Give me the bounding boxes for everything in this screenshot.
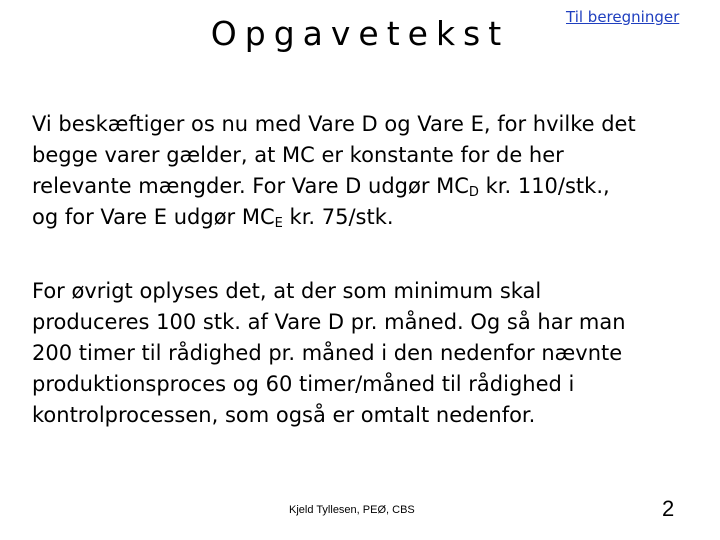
mc-e-value: kr. 75/stk. xyxy=(282,205,394,229)
paragraph-2-line-4: produktionsproces og 60 timer/måned til rådighed i xyxy=(32,372,575,396)
paragraph-1-line-1: Vi beskæftiger os nu med Vare D og Vare E, for hvilke det xyxy=(32,112,636,136)
paragraph-2-line-3: 200 timer til rådighed pr. måned i den nedenfor nævnte xyxy=(32,341,623,365)
paragraph-1-line-2: begge varer gælder, at MC er konstante for de her xyxy=(32,143,564,167)
paragraph-2-line-5: kontrolprocessen, som også er omtalt nedenfor. xyxy=(32,403,536,427)
footer-author: Kjeld Tyllesen, PEØ, CBS xyxy=(289,504,415,516)
mc-d-subscript: D xyxy=(468,185,479,200)
mc-d-value: kr. 110/stk., xyxy=(478,174,610,198)
page-number: 2 xyxy=(662,496,675,521)
paragraph-1 xyxy=(32,109,692,233)
mc-e-text: og for Vare E udgør MC xyxy=(32,205,275,229)
paragraph-2-line-2: produceres 100 stk. af Vare D pr. måned. Og så har man xyxy=(32,310,626,334)
paragraph-1-line-3 xyxy=(32,171,692,202)
paragraph-1-line-4 xyxy=(32,202,692,233)
til-beregninger-link[interactable]: Til beregninger xyxy=(566,8,680,26)
mc-e-subscript: E xyxy=(274,216,283,231)
slide-title: Opgavetekst xyxy=(210,14,510,53)
paragraph-2-line-1: For øvrigt oplyses det, at der som minimum skal xyxy=(32,279,542,303)
mc-d-text: relevante mængder. For Vare D udgør MC xyxy=(32,174,469,198)
paragraph-2 xyxy=(32,276,692,431)
